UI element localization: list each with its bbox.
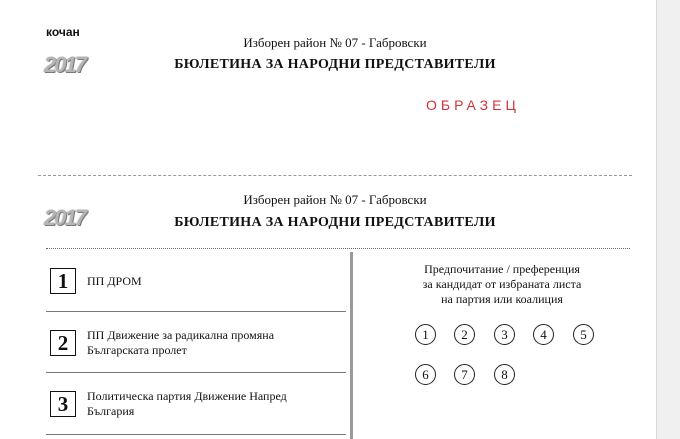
party-name: ПП ДРОМ: [87, 274, 142, 288]
party-number-box[interactable]: 1: [50, 268, 76, 294]
preference-heading: [374, 262, 630, 307]
stub-label: кочан: [46, 25, 80, 39]
year-logo-main: 2017: [44, 205, 85, 230]
party-name: Политическа партия Движение Напред България: [87, 389, 287, 418]
preference-circle[interactable]: 8: [494, 364, 515, 385]
preference-line: Предпочитание / преференция: [424, 262, 580, 276]
preference-circle[interactable]: 3: [494, 324, 515, 345]
viewer-edge: [656, 0, 680, 439]
preference-line: за кандидат от избраната листа: [422, 277, 582, 291]
party-separator: [46, 311, 346, 312]
preference-circle[interactable]: 4: [533, 324, 554, 345]
party-separator: [46, 434, 346, 435]
year-logo-top: 2017: [44, 52, 85, 77]
ballot-title-top: БЮЛЕТИНА ЗА НАРОДНИ ПРЕДСТАВИТЕЛИ: [174, 57, 496, 72]
party-name: ПП Движение за радикална промяна Българската пролет: [87, 328, 275, 357]
preference-circle[interactable]: 1: [415, 324, 436, 345]
tear-line: [38, 175, 632, 176]
preference-circle[interactable]: 5: [573, 324, 594, 345]
preference-circle[interactable]: 6: [415, 364, 436, 385]
preference-circle[interactable]: 2: [454, 324, 475, 345]
party-number-box[interactable]: 3: [50, 391, 76, 417]
district-top: Изборен район № 07 - Габровски: [243, 35, 427, 50]
party-number-box[interactable]: 2: [50, 330, 76, 356]
column-divider: [350, 252, 353, 439]
header-divider: [46, 248, 630, 249]
ballot-title-main: БЮЛЕТИНА ЗА НАРОДНИ ПРЕДСТАВИТЕЛИ: [174, 215, 496, 230]
preference-circle[interactable]: 7: [454, 364, 475, 385]
district-main: Изборен район № 07 - Габровски: [243, 192, 427, 207]
preference-line: на партия или коалиция: [441, 292, 563, 306]
sample-mark: ОБРАЗЕЦ: [426, 97, 520, 113]
party-separator: [46, 372, 346, 373]
